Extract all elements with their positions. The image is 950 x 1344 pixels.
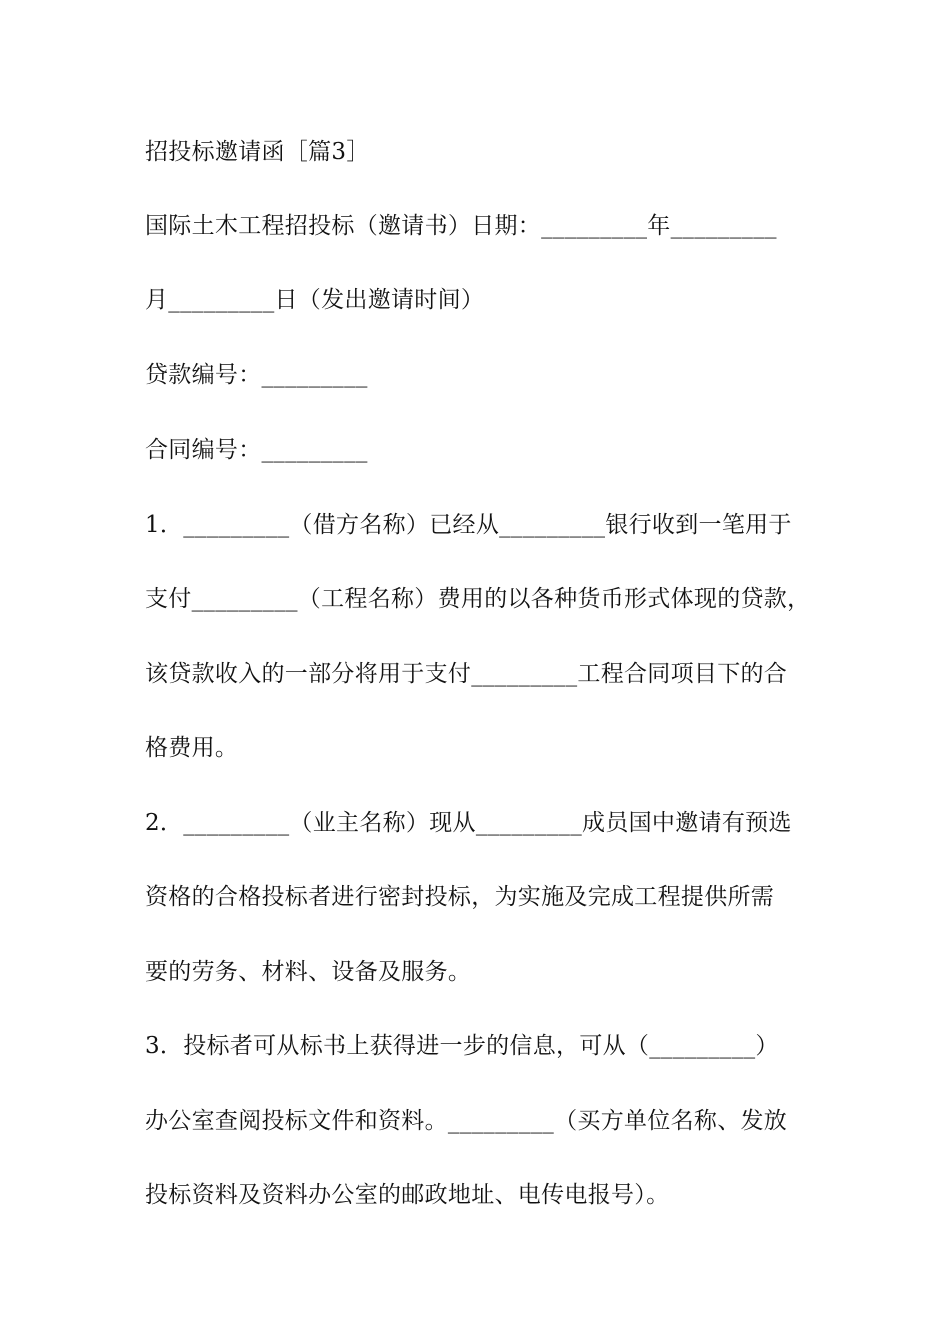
paragraph-2-line-1: 2．_________（业主名称）现从_________成员国中邀请有预选 xyxy=(145,810,792,836)
text-line-loan-number: 贷款编号：_________ xyxy=(145,362,368,388)
paragraph-3-line-2: 办公室查阅投标文件和资料。_________（买方单位名称、发放 xyxy=(145,1108,788,1134)
text-line-date-cont: 月_________日（发出邀请时间） xyxy=(145,287,485,313)
paragraph-2-line-3: 要的劳务、材料、设备及服务。 xyxy=(145,959,472,985)
paragraph-1-line-4: 格费用。 xyxy=(145,735,239,761)
text-line-contract-number: 合同编号：_________ xyxy=(145,437,368,463)
paragraph-1-line-1: 1．_________（借方名称）已经从_________银行收到一笔用于 xyxy=(145,512,792,538)
paragraph-3-line-1: 3．投标者可从标书上获得进一步的信息，可从（_________） xyxy=(145,1033,779,1059)
paragraph-2-line-2: 资格的合格投标者进行密封投标，为实施及完成工程提供所需 xyxy=(145,884,775,910)
document-title: 招投标邀请函［篇3］ xyxy=(145,139,370,165)
text-line-date: 国际土木工程招投标（邀请书）日期：_________年_________ xyxy=(145,213,777,239)
paragraph-1-line-2: 支付_________（工程名称）费用的以各种货币形式体现的贷款， xyxy=(145,586,811,612)
paragraph-3-line-3: 投标资料及资料办公室的邮政地址、电传电报号）。 xyxy=(145,1182,670,1208)
paragraph-1-line-3: 该贷款收入的一部分将用于支付_________工程合同项目下的合 xyxy=(145,661,788,687)
